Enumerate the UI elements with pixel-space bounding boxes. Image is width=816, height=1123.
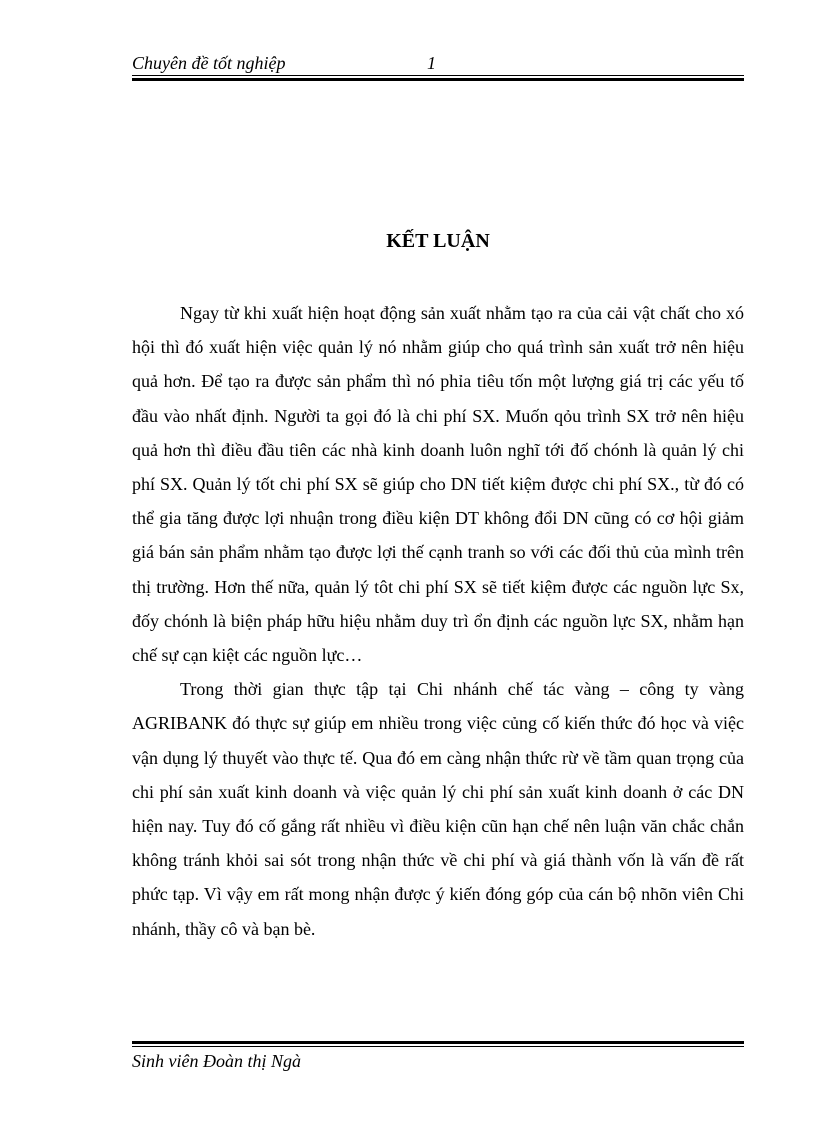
footer-author: Sinh viên Đoàn thị Ngà [132,1051,301,1071]
footer-rule-thin [132,1046,744,1047]
paragraph-2: Trong thời gian thực tập tại Chi nhánh chế tác vàng – công ty vàng AGRIBANK đó thực sự giúp em nhiều trong việc củng cố kiến thức đó học và việc vận dụng lý thuyết vào thực tế. Qua đó em càng nhận thức rừ về tầm quan trọng của chi phí sản xuất kinh doanh và việc quản lý chi phí sản xuất kinh doanh ở các DN hiện nay. Tuy đó cố gắng rất nhiều vì điều kiện cũn hạn chế nên luận văn chắc chắn không tránh khỏi sai sót trong nhận thức về chi phí và giá thành vốn là vấn đề rất phức tạp. Vì vậy em rất mong nhận được ý kiến đóng góp của cán bộ nhõn viên Chi nhánh, thầy cô và bạn bè. [132,679,744,939]
header-rule-thick [132,78,744,81]
footer-rule-thick [132,1041,744,1044]
header-title: Chuyên đề tốt nghiệp [132,53,286,73]
paragraph-1: Ngay từ khi xuất hiện hoạt động sản xuất nhằm tạo ra của cải vật chất cho xó hội thì đó xuất hiện việc quản lý nó nhằm giúp cho quá trình sản xuất trở nên hiệu quả hơn. Để tạo ra được sản phẩm thì nó phỉa tiêu tốn một lượng giá trị các yếu tố đầu vào nhất định. Người ta gọi đó là chi phí SX. Muốn qỏu trình SX trở nên hiệu quả hơn thì điều đầu tiên các nhà kinh doanh luôn nghĩ tới đố chónh là quản lý chi phí SX. Quản lý tốt chi phí SX sẽ giúp cho DN tiết kiệm được chi phí SX., từ đó có thể gia tăng được lợi nhuận trong điều kiện DT không đổi DN cũng có cơ hội giảm giá bán sản phẩm nhằm tạo được lợi thế cạnh tranh so với các đối thủ của mình trên thị trường. Hơn thế nữa, quản lý tôt chi phí SX sẽ tiết kiệm được các nguồn lực Sx, đốy chónh là biện pháp hữu hiệu nhằm duy trì ổn định các nguồn lực SX, nhằm hạn chế sự cạn kiệt các nguồn lực… [132,303,744,666]
section-heading: KẾT LUẬN [386,230,490,252]
body-text [132,296,744,946]
page-number: 1 [427,53,436,73]
header-rule-thin [132,75,744,76]
